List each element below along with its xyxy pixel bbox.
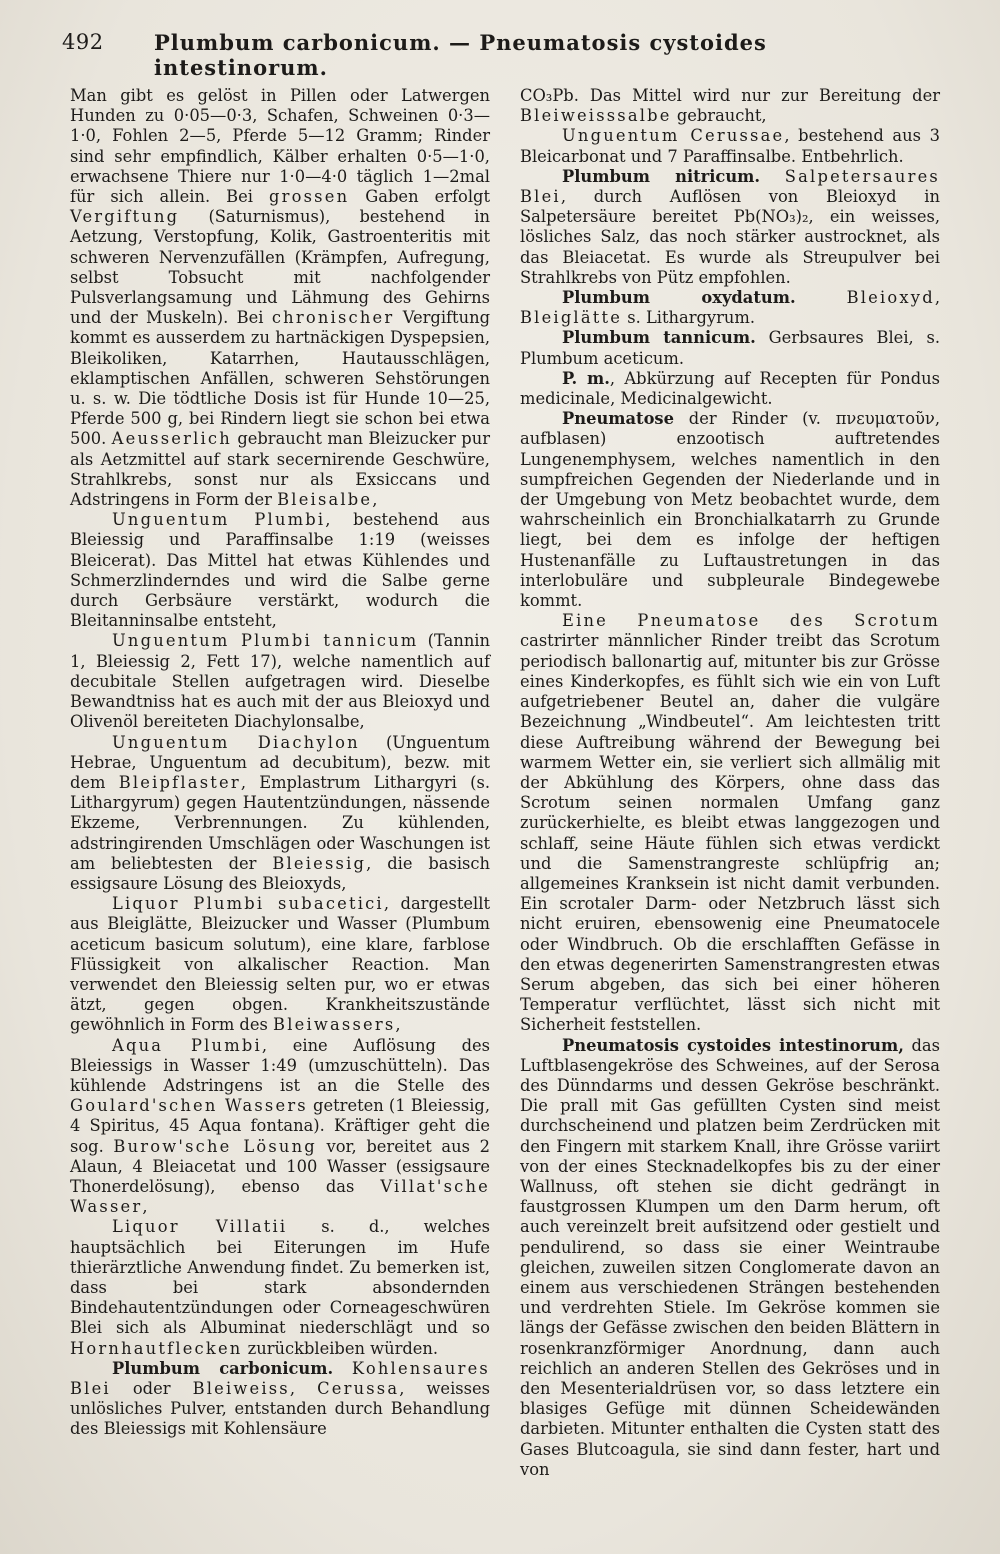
spaced-term: Liquor Plumbi subacetici — [112, 894, 384, 914]
paragraph — [520, 86, 940, 126]
spaced-term: Eine Pneumatose des Scrotum — [562, 611, 940, 631]
text-run: , — [289, 1379, 318, 1398]
spaced-term: Cerussa — [317, 1379, 400, 1398]
entry-heading: Pneumatosis cystoides intestinorum, — [562, 1035, 904, 1055]
text-run: (Unguentum Hebrae, Unguentum ad decubitum), bezw. mit dem — [70, 732, 490, 792]
paragraph — [520, 328, 940, 368]
paragraph — [70, 631, 490, 732]
text-run: s. Lithargyrum. — [622, 308, 755, 328]
text-run — [796, 288, 847, 307]
paragraph — [70, 894, 490, 1035]
entry-heading: Plumbum nitricum. — [562, 166, 761, 186]
spaced-term: Bleiwassers — [273, 1015, 396, 1035]
spaced-term: Vergiftung — [70, 207, 180, 227]
spaced-term: Bleiglätte — [520, 308, 623, 328]
text-run: , — [395, 1015, 401, 1035]
paragraph — [70, 1217, 490, 1358]
right-text-column — [520, 86, 940, 1480]
entry-heading: Pneumatose — [562, 409, 674, 429]
text-run: , durch Auflösen von Bleioxyd in Salpetersäure bereitet Pb(NO₃)₂, ein weisses, lösliches Salz, das noch stärker austrocknet, als das Bleiacetat. Es wurde als Streupulver bei Strahlkrebs von Pütz empfohlen. — [520, 187, 940, 287]
running-title: Plumbum carbonicum. — Pneumatosis cystoides intestinorum. — [154, 30, 767, 80]
entry-heading: Plumbum tannicum. — [562, 328, 756, 348]
text-run: , — [142, 1197, 148, 1217]
text-run: (Tannin 1, Bleiessig 2, Fett 17), welche namentlich auf decubitale Stellen aufgetragen wird. Dieselbe Bewandtniss hat es auch mit der aus Bleioxyd und Olivenöl bereiteten Diachylonsalbe, — [70, 631, 490, 732]
text-run: , Abkürzung auf Recepten für Pondus medicinale, Medicinalgewicht. — [520, 368, 941, 409]
paragraph — [520, 409, 940, 611]
spaced-term: chronischer — [271, 308, 395, 328]
text-run: , Emplastrum Lithargyri (s. Lithargyrum) gegen Hautentzündungen, nässende Ekzeme, Verbrennungen. Zu kühlenden, adstringirenden Umschlägen oder Waschungen ist am beliebtesten der — [70, 772, 490, 873]
paragraph — [520, 1036, 940, 1480]
text-run: (Saturnismus), bestehend in Aetzung, Verstopfung, Kolik, Gastroenteritis mit schweren Nervenzufällen (Krämpfen, Aufregung, selbst Tobsucht mit nachfolgender Pulsverlangsamung und Lähmung des Gehirns und der Muskeln). Bei — [70, 207, 490, 328]
spaced-term: Bleisalbe — [277, 490, 373, 510]
text-run: der Rinder (v. πνευματοῦν, aufblasen) enzootisch auftretendes Lungenemphysem, welches namentlich in den sumpfreichen Gegenden der Niederlande und in der Umgebung von Metz beobachtet wurde, dem wahrscheinlich ein Bronchialkatarrh zu Grunde liegt, bei dem es infolge der heftigen Hustenanfälle zu Luftaustretungen in das interlobuläre und subpleurale Bindegewebe kommt. — [520, 409, 940, 611]
text-run: , dargestellt aus Bleiglätte, Bleizucker und Wasser (Plumbum aceticum basicum solutum), eine klare, farblose Flüssigkeit von alkalischer Reaction. Man verwendet den Bleiessig selten pur, wo er etwas ätzt, gegen obgen. Krankheitszustände gewöhnlich in Form des — [70, 894, 491, 1035]
text-run: , die basisch essigsaure Lösung des Bleioxyds, — [70, 853, 490, 893]
text-run: oder — [110, 1379, 193, 1398]
paragraph — [70, 510, 490, 631]
spaced-term: Aeusserlich — [111, 429, 232, 449]
entry-heading: Plumbum carbonicum. — [112, 1358, 334, 1378]
spaced-term: Bleipflaster — [118, 772, 241, 792]
text-run: getreten (1 Bleiessig, 4 Spiritus, 45 Aqua fontana). Kräftiger geht die sog. — [70, 1096, 490, 1156]
entry-heading: Plumbum oxydatum. — [562, 288, 796, 308]
spaced-term: Bleiweiss — [192, 1379, 290, 1398]
text-run — [760, 167, 785, 186]
paragraph — [520, 369, 940, 409]
spaced-term: Kohlensaures Blei — [70, 1358, 490, 1398]
spaced-term: Aqua Plumbi — [112, 1035, 262, 1055]
spaced-term: Goulard'schen Wassers — [70, 1096, 308, 1116]
page-number: 492 — [62, 30, 104, 54]
text-run: castrirter männlicher Rinder treibt das Scrotum periodisch ballonartig auf, mitunter bis zur Grösse eines Kinderkopfes, es fühlt sich wie ein von Luft aufgetriebener Beutel an, daher die vulgäre Bezeichnung „Windbeutel“. Am leichtesten tritt diese Auftreibung während der Bewegung bei warmem Wetter ein, sie verliert sich allmälig mit der Abkühlung des Körpers, ohne dass das Scrotum seinen normalen Umfang ganz zurückerhielte, es bleibt etwas langgezogen und schlaff, seine Häute fühlen sich etwas verdickt und die Samenstrangreste schlüpfrig an; allgemeines Kranksein ist nicht damit verbunden. Ein scrotaler Darm- oder Netzbruch lässt sich nicht eruiren, ebensowenig eine Pneumatocele oder Windbruch. Ob die erschlafften Gefässe in den etwas degenerirten Samenstrangresten etwas Serum abgeben, das sich bei einer höheren Temperatur verflüchtet, lässt sich nicht mit Sicherheit feststellen. — [520, 631, 940, 1035]
paragraph — [70, 733, 490, 895]
paragraph — [70, 1036, 490, 1218]
text-run: , bestehend aus Bleiessig und Paraffinsalbe 1:19 (weisses Bleicerat). Das Mittel hat etwas Kühlendes und Schmerzlinderndes und wird die Salbe gerne durch Gerbsäure verstärkt, wodurch die Bleitanninsalbe entsteht, — [70, 510, 490, 631]
paragraph — [70, 1359, 490, 1440]
text-run: , — [934, 288, 940, 308]
text-run: zurückbleiben würden. — [242, 1338, 439, 1358]
text-run: Vergiftung kommt es ausserdem zu hartnäckigen Dyspepsien, Bleikoliken, Katarrhen, Hautausschlägen, eklamptischen Anfällen, schweren Sehstörungen u. s. w. Die tödtliche Dosis ist für Hunde 10—25, Pferde 500 g, bei Rindern liegt sie schon bei etwa 500. — [70, 308, 490, 449]
spaced-term: Bleiweisssalbe — [520, 106, 672, 126]
paragraph — [520, 126, 940, 166]
text-run: CO₃Pb. Das Mittel wird nur zur Bereitung der — [520, 86, 940, 105]
text-run: Gaben erfolgt — [349, 187, 490, 207]
text-run: vor, bereitet aus 2 Alaun, 4 Bleiacetat und 100 Wasser (essigsaure Thonerdelösung), ebenso das — [70, 1136, 490, 1196]
spaced-term: Salpetersaures Blei — [520, 166, 940, 207]
text-run: , bestehend aus 3 Bleicarbonat und 7 Paraffinsalbe. Entbehrlich. — [520, 126, 940, 166]
spaced-term: Unguentum Plumbi tannicum — [112, 631, 419, 651]
spaced-term: Villat'sche Wasser — [70, 1176, 490, 1217]
text-run: , weisses unlösliches Pulver, entstanden durch Behandlung des Bleiessigs mit Kohlensäure — [70, 1379, 490, 1439]
text-run — [333, 1359, 352, 1378]
spaced-term: Bleioxyd — [846, 288, 935, 308]
paragraph — [520, 288, 940, 328]
text-run: gebraucht, — [671, 106, 767, 126]
paragraph — [520, 611, 940, 1035]
text-run: s. d., welches hauptsächlich bei Eiterungen im Hufe thierärztliche Anwendung findet. Zu bemerken ist, dass bei stark absondernden Bindehautentzündungen oder Corneageschwüren Blei sich als Albuminat niederschlägt und so — [70, 1217, 490, 1338]
spaced-term: Unguentum Plumbi — [112, 510, 326, 530]
spaced-term: Unguentum Diachylon — [112, 732, 360, 752]
paragraph — [70, 86, 490, 510]
spaced-term: Hornhautflecken — [70, 1338, 243, 1358]
text-run: , — [372, 490, 378, 510]
spaced-term: Bleiessig — [272, 853, 367, 873]
text-run: Man gibt es gelöst in Pillen oder Latwergen Hunden zu 0·05—0·3, Schafen, Schweinen 0·3—1·0, Fohlen 2—5, Pferde 5—12 Gramm; Rinder sind sehr empfindlich, Kälber erhalten 0·5—1·0, erwachsene Thiere nur 1·0—4·0 täglich 1—2mal für sich allein. Bei — [70, 86, 490, 207]
text-run: das Luftblasengekröse des Schweines, auf der Serosa des Dünndarms und dessen Gekröse beschränkt. Die prall mit Gas gefüllten Cysten sind meist durchscheinend und platzen beim Zerdrücken mit den Fingern mit starkem Knall, ihre Grösse variirt von der eines Stecknadelkopfes bis zu der einer Wallnuss, oft stehen sie dicht gedrängt in faustgrossen Klumpen um den Darm herum, oft auch vereinzelt breit aufsitzend oder gestielt und pendulirend, so dass sie einer Weintraube gleichen, zuweilen sitzen Conglomerate davon an einem aus verschiedenen Strängen bestehenden und verdrehten Stiele. Im Gekröse kommen sie längs der Gefässe zwischen den beiden Blättern in rosenkranzförmiger Anordnung, dann auch reichlich an anderen Stellen des Gekröses und in den Mesenterialdrüsen vor, so dass letztere ein blasiges Gefüge mit dünnen Scheidewänden darbieten. Mitunter enthalten die Cysten statt des Gases Blutcoagula, sie sind dann fester, hart und von — [520, 1035, 940, 1479]
spaced-term: grossen — [269, 187, 350, 207]
text-run: gebraucht man Bleizucker pur als Aetzmittel auf stark secernirende Geschwüre, Strahlkrebs, sonst nur als Exsiccans und Adstringens in Form der — [70, 429, 490, 510]
text-run: Gerbsaures Blei, s. Plumbum aceticum. — [520, 328, 941, 368]
spaced-term: Burow'sche Lösung — [113, 1136, 317, 1156]
spaced-term: Unguentum Cerussae — [562, 126, 785, 146]
text-run: , eine Auflösung des Bleiessigs in Wasser 1:49 (umzuschütteln). Das kühlende Adstringens ist an die Stelle des — [70, 1035, 491, 1095]
paragraph — [520, 167, 940, 288]
spaced-term: Liquor Villatii — [112, 1217, 288, 1237]
entry-heading: P. m. — [562, 368, 610, 388]
left-text-column — [70, 86, 490, 1440]
